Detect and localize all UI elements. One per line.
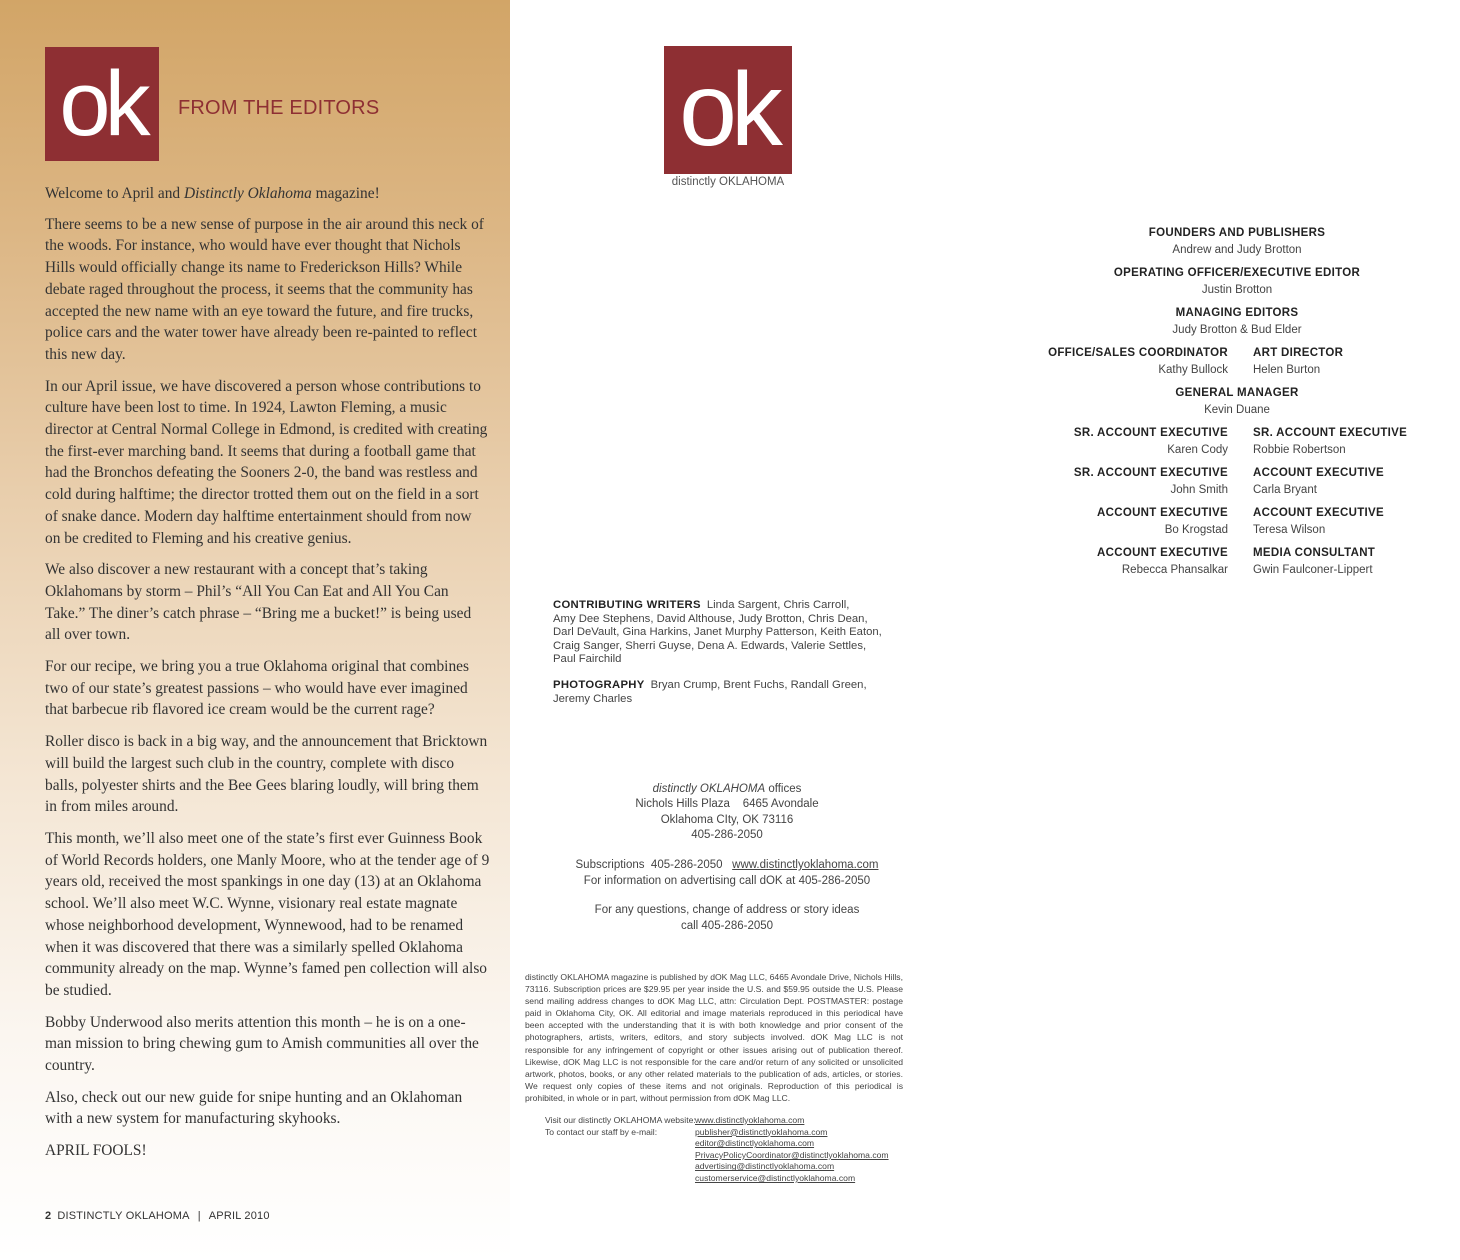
editors-letter <box>45 183 490 1172</box>
website-link[interactable]: www.distinctlyoklahoma.com <box>732 859 879 871</box>
logo-text: ok <box>59 53 145 155</box>
brand-tagline: distinctly OKLAHOMA <box>671 176 785 188</box>
staff-name: Gwin Faulconer-Lippert <box>1253 564 1373 576</box>
paragraph: Bobby Underwood also merits attention this month – he is on a one-man mission to bring chewing gum to Amish communities all over the country. <box>45 1013 479 1075</box>
staff-title: ACCOUNT EXECUTIVE <box>1253 507 1384 519</box>
advertising-info: For information on advertising call dOK at 405-286-2050 <box>583 874 871 887</box>
email-link[interactable]: advertising@distinctlyoklahoma.com <box>695 1161 835 1172</box>
staff-title: ACCOUNT EXECUTIVE <box>1097 547 1228 559</box>
offices-address: Nichols Hills Plaza 6465 Avondale <box>635 798 819 811</box>
footer-magazine: DISTINCTLY OKLAHOMA <box>57 1210 190 1222</box>
email-label: To contact our staff by e-mail: <box>545 1126 658 1137</box>
section-title: FROM THE EDITORS <box>178 97 380 119</box>
ok-logo <box>45 47 159 161</box>
sign-off: APRIL FOOLS! <box>45 1142 147 1160</box>
staff-title: ACCOUNT EXECUTIVE <box>1097 507 1228 519</box>
page-footer <box>45 1210 270 1222</box>
subscriptions-label: Subscriptions 405-286-2050 <box>575 859 733 871</box>
staff-title: SR. ACCOUNT EXECUTIVE <box>1073 467 1228 479</box>
credits-names: Darl DeVault, Gina Harkins, Janet Murphy Patterson, Keith Eaton, <box>553 626 882 638</box>
staff-name: John Smith <box>1170 484 1228 496</box>
offices-brand: distinctly OKLAHOMA <box>652 783 766 795</box>
staff-name: Bo Krogstad <box>1164 524 1228 536</box>
staff-title: ART DIRECTOR <box>1253 347 1344 359</box>
credits-names: Jeremy Charles <box>553 692 633 705</box>
website-link[interactable]: www.distinctlyoklahoma.com <box>695 1115 805 1125</box>
footer-issue: APRIL 2010 <box>208 1210 270 1222</box>
email-link[interactable]: PrivacyPolicyCoordinator@distinctlyoklahoma.com <box>695 1149 889 1160</box>
paragraph: Also, check out our new guide for snipe hunting and an Oklahoman with a new system for manufacturing skyhooks. <box>45 1088 463 1128</box>
paragraph: In our April issue, we have discovered a person whose contributions to culture have been lost to time. In 1924, Lawton Fleming, a music director at Central Normal College in Edmond, is credited with creating the first-ever marching band. It seems that during a football game that had the Bronchos defeating the Sooners 2-0, the band was restless and cold during halftime; the director trotted them out on the field in a sort of snake dance. Modern day halftime entertainment should from now on be credited to Fleming and his creative genius. <box>45 377 488 547</box>
email-link[interactable]: editor@distinctlyoklahoma.com <box>695 1138 815 1149</box>
paragraph: For our recipe, we bring you a true Oklahoma original that combines two of our state’s greatest passions – who would have ever imagined that barbecue rib flavored ice cream would be the current rage? <box>45 658 469 719</box>
website-label: Visit our distinctly OKLAHOMA website: <box>545 1115 696 1125</box>
staff-name: Robbie Robertson <box>1253 444 1346 456</box>
staff-title: SR. ACCOUNT EXECUTIVE <box>1253 427 1408 439</box>
offices-city: Oklahoma CIty, OK 73116 <box>660 813 794 826</box>
subscriptions-block <box>510 858 944 889</box>
welcome-pre: Welcome to April and <box>45 185 184 202</box>
credits-names: Bryan Crump, Brent Fuchs, Randall Green, <box>650 679 867 691</box>
staff-name: Karen Cody <box>1167 444 1228 456</box>
questions-block <box>510 903 944 934</box>
gm-name: Kevin Duane <box>1204 404 1270 416</box>
photography-credits <box>553 679 893 706</box>
logo-text: ok <box>679 52 777 168</box>
staff-title: ACCOUNT EXECUTIVE <box>1253 467 1384 479</box>
ok-logo-large <box>664 46 792 174</box>
managing-name: Judy Brotton & Bud Elder <box>1172 324 1302 336</box>
staff-name: Rebecca Phansalkar <box>1121 564 1228 576</box>
questions-line: For any questions, change of address or story ideas <box>594 904 860 916</box>
credits-title: PHOTOGRAPHY <box>553 679 645 691</box>
operating-name: Justin Brotton <box>1201 284 1273 296</box>
email-link[interactable]: publisher@distinctlyoklahoma.com <box>695 1126 828 1137</box>
staff-name: Helen Burton <box>1253 364 1321 376</box>
paragraph: This month, we’ll also meet one of the state’s first ever Guinness Book of World Records holders, one Manly Moore, who at the tender age of 9 years old, received the most spankings in one day (13) at an Oklahoma school. We’ll also meet W.C. Wynne, visionary real estate magnate whose neighborhood development, Wynnewood, had to be renamed when it was discovered that there was a similarly spelled Oklahoma community already on the map. Wynne’s famed pen collection will also be studied. <box>45 829 490 999</box>
staff-title: OFFICE/SALES COORDINATOR <box>1048 347 1228 359</box>
offices-label: offices <box>765 783 802 795</box>
credits-names: Amy Dee Stephens, David Althouse, Judy Brotton, Chris Dean, <box>553 612 868 625</box>
welcome-post: magazine! <box>311 185 380 202</box>
credits-title: CONTRIBUTING WRITERS <box>553 599 701 611</box>
founders-title: FOUNDERS AND PUBLISHERS <box>1148 227 1326 239</box>
offices-block <box>510 782 944 843</box>
welcome-magazine: Distinctly Oklahoma <box>183 185 312 202</box>
managing-title: MANAGING EDITORS <box>1175 307 1299 319</box>
founders-name: Andrew and Judy Brotton <box>1172 244 1302 256</box>
credits-names: Linda Sargent, Chris Carroll, <box>706 599 850 611</box>
offices-phone: 405-286-2050 <box>691 828 763 841</box>
credits-names: Craig Sanger, Sherri Guyse, Dena A. Edwards, Valerie Settles, <box>553 639 867 652</box>
welcome-line <box>45 183 490 205</box>
staff-title: SR. ACCOUNT EXECUTIVE <box>1073 427 1228 439</box>
page-number: 2 <box>45 1210 52 1222</box>
contributing-writers <box>553 599 893 667</box>
staff-name: Kathy Bullock <box>1158 364 1228 376</box>
paragraph: There seems to be a new sense of purpose in the air around this neck of the woods. For instance, who would have ever thought that Nichols Hills would officially change its name to Frederickson Hills? While debate raged throughout the process, it seems that the community has accepted the new name with an eye toward the future, and fire trucks, police cars and the water tower have already been re-painted to reflect this new day. <box>45 215 484 363</box>
credits-names: Paul Fairchild <box>553 653 622 665</box>
questions-phone: call 405-286-2050 <box>680 919 774 932</box>
email-link[interactable]: customerservice@distinctlyoklahoma.com <box>695 1173 856 1183</box>
gm-title: GENERAL MANAGER <box>1175 387 1299 399</box>
staff-name: Carla Bryant <box>1253 484 1317 496</box>
paragraph: Roller disco is back in a big way, and the announcement that Bricktown will build the largest such club in the country, complete with disco balls, polyester shirts and the Bee Gees blaring loudly, will bring them in from miles around. <box>45 733 488 816</box>
paragraph: We also discover a new restaurant with a concept that’s taking Oklahomans by storm – Phil’s “All You Can Eat and All You Can Take.” The diner’s catch phrase – “Bring me a bucket!” is being used all over town. <box>45 561 472 644</box>
footer-divider: | <box>197 1210 201 1222</box>
staff-title: MEDIA CONSULTANT <box>1253 547 1376 559</box>
staff-name: Teresa Wilson <box>1253 524 1326 536</box>
operating-title: OPERATING OFFICER/EXECUTIVE EDITOR <box>1113 267 1361 279</box>
editors-column <box>0 0 510 1260</box>
fine-print: distinctly OKLAHOMA magazine is published by dOK Mag LLC, 6465 Avondale Drive, Nichols Hills, 73116. Subscription prices are $29.95 per year inside the U.S. and $59.95 outside the U.S. Please send mailing address changes to dOK Mag LLC, attn: Circulation Dept. POSTMASTER: postage paid in Oklahoma City, OK. All editorial and image materials reproduced in this periodical have been accepted with the understanding that it is with both knowledge and prior consent of the photographers, artists, writers, editors, and story subjects involved. dOK Mag LLC is not responsible for any infringement of copyright or other issues arising out of publication thereof. Likewise, dOK Mag LLC is not responsible for the care and/or return of any solicited or unsolicited artwork, photos, books, or any other related materials to the publication of ads, articles, or stories. We request only copies of these items and not originals. Reproduction of this periodical is prohibited, in whole or in part, without permission from dOK Mag LLC. <box>525 972 903 1103</box>
